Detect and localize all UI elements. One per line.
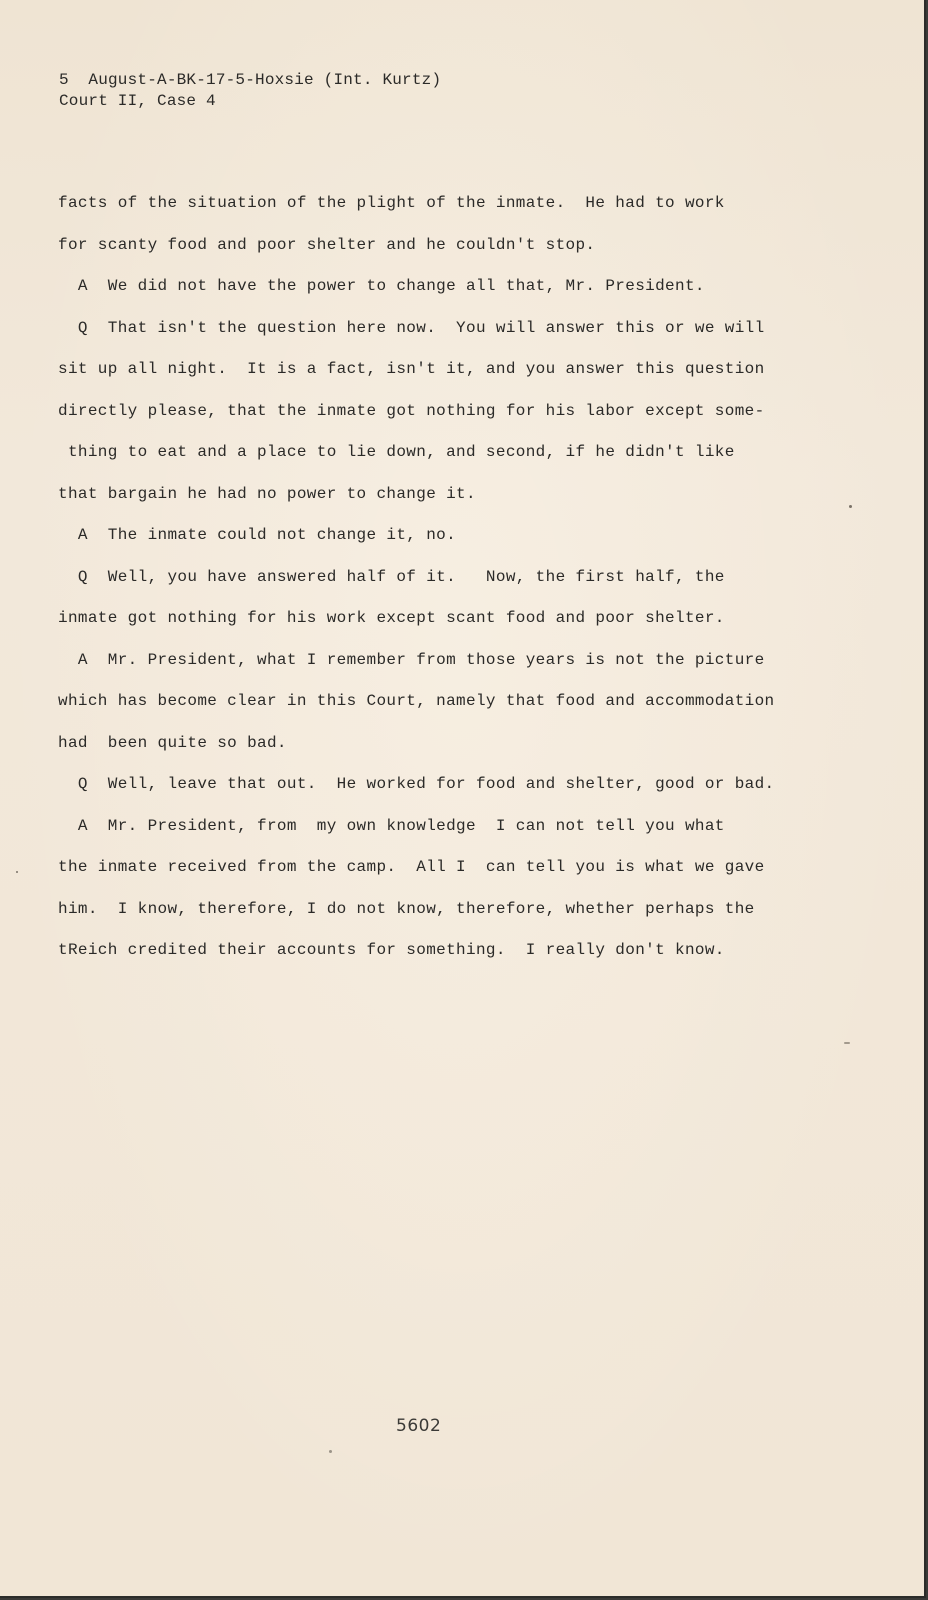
transcript-line: A Mr. President, what I remember from those years is not the picture (58, 650, 765, 669)
transcript-line: tReich credited their accounts for something. I really don't know. (58, 941, 725, 959)
transcript-line: Q That isn't the question here now. You will answer this or we will (58, 318, 765, 337)
transcript-line: that bargain he had no power to change it. (58, 484, 476, 503)
transcript-line: inmate got nothing for his work except scant food and poor shelter. (58, 609, 725, 627)
transcript-line: facts of the situation of the plight of the inmate. He had to work (58, 194, 725, 212)
document-header (59, 70, 441, 112)
transcript-line: A We did not have the power to change all that, Mr. President. (58, 277, 705, 295)
transcript-line: sit up all night. It is a fact, isn't it, and you answer this question (58, 360, 765, 378)
reel-reference-line: 5 August-A-BK-17-5-Hoxsie (Int. Kurtz) (59, 71, 442, 89)
transcript-line: for scanty food and poor shelter and he couldn't stop. (58, 235, 596, 254)
transcript-line: directly please, that the inmate got nothing for his labor except some- (58, 401, 765, 420)
paper-speck (16, 871, 18, 873)
transcript-line: had been quite so bad. (58, 733, 287, 752)
transcript-line: which has become clear in this Court, namely that food and accommodation (58, 692, 775, 710)
transcript-line: the inmate received from the camp. All I can tell you is what we gave (58, 858, 765, 876)
transcript-line: A The inmate could not change it, no. (58, 526, 457, 544)
paper-speck (844, 1042, 850, 1044)
transcript-line: him. I know, therefore, I do not know, therefore, whether perhaps the (58, 899, 755, 918)
paper-speck (329, 1450, 332, 1453)
transcript-line: A Mr. President, from my own knowledge I can not tell you what (58, 816, 725, 835)
transcript-line: thing to eat and a place to lie down, and second, if he didn't like (58, 443, 735, 461)
transcript-body (58, 190, 858, 979)
paper-speck (849, 505, 852, 508)
transcript-line: Q Well, leave that out. He worked for food and shelter, good or bad. (58, 775, 775, 793)
court-case-line: Court II, Case 4 (59, 92, 216, 110)
page-number: 5602 (396, 1416, 442, 1436)
transcript-line: Q Well, you have answered half of it. Now, the first half, the (58, 567, 725, 586)
